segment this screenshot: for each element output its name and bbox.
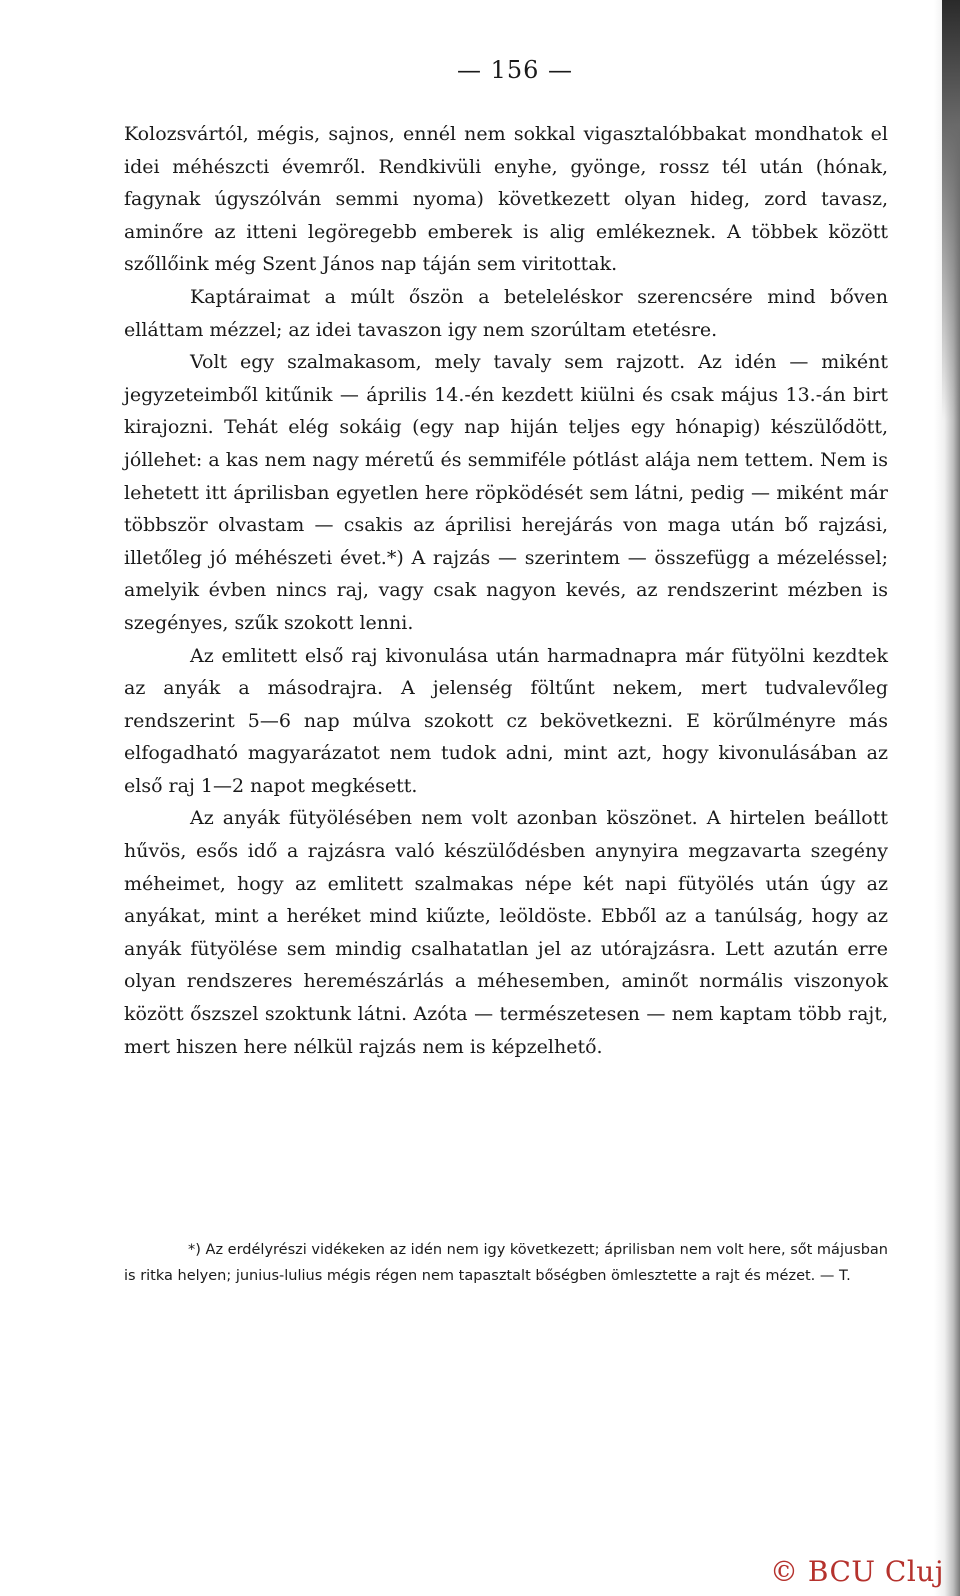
scan-edge-shadow [942,0,960,420]
watermark: © BCU Cluj [769,1555,944,1588]
paragraph-3: Volt egy szalmakasom, mely tavaly sem rajzott. Az idén — miként jegyzeteimből kitűnik — április 14.-én kezdett kiülni és csak május 13.-án birt kirajozni. Tehát elég sokáig (egy nap hiján teljes egy hónapig) készülődött, jóllehet: a kas nem nagy méretű és semmiféle pótlást alája nem tettem. Nem is lehetett itt áprilisban egyetlen here röpködését sem látni, pedig — miként már többször olvastam — csakis az áprilisi herejárás von maga után bő rajzási, illetőleg jó méhészeti évet.*) A rajzás — szerintem — összefügg a mézeléssel; amelyik évben nincs raj, vagy csak nagyon kevés, az rendszerint mézben is szegényes, szűk szokott lenni. [124,351,888,634]
paragraph-2: Kaptáraimat a múlt őszön a beteleléskor szerencsére mind bőven elláttam mézzel; az idei tavaszon igy nem szorúltam etetésre. [124,285,888,341]
footnote: *) Az erdélyrészi vidékeken az idén nem igy következett; áprilisban nem volt here, sőt májusban is ritka helyen; junius-lulius mégis régen nem tapasztalt bőségben ömlesztette a rajt és mézet. — T. [124,1242,888,1284]
page-number: — 156 — [456,56,574,84]
paragraph-1: Kolozsvártól, mégis, sajnos, ennél nem sokkal vigasztalóbbakat mondhatok el idei méhészcti évemről. Rendkivüli enyhe, gyönge, rossz tél után (hónak, fagynak úgyszólván semmi nyoma) következett olyan hideg, zord tavasz, aminőre az itteni legöregebb emberek is alig emlékeznek. A többek között szőllőink még Szent János nap táján sem viritottak. [124,123,888,276]
body-text [124,118,888,1063]
paragraph-4: Az emlitett első raj kivonulása után harmadnapra már fütyölni kezdtek az anyák a másodrajra. A jelenség föltűnt nekem, mert tudvalevőleg rendszerint 5—6 nap múlva szokott cz bekövetkezni. E körűlményre más elfogadható magyarázatot nem tudok adni, mint azt, hogy kivonulásában az első raj 1—2 napot megkésett. [124,644,888,797]
paragraph-5: Az anyák fütyölésében nem volt azonban köszönet. A hirtelen beállott hűvös, esős idő a rajzásra való készülődésben anynyira megzavarta szegény méheimet, hogy az emlitett szalmakas népe két napi fütyölés után úgy az anyákat, mint a heréket mind kiűzte, leöldöste. Ebből az a tanúlság, hogy az anyák fütyölése sem mindig csalhatatlan jel az utórajzásra. Lett azután erre olyan rendszeres heremészárlás a méhesemben, aminőt normális viszonyok között őszszel szoktunk látni. Azóta — természetesen — nem kaptam több rajt, mert hiszen here nélkül rajzás nem is képzelhető. [124,807,888,1058]
